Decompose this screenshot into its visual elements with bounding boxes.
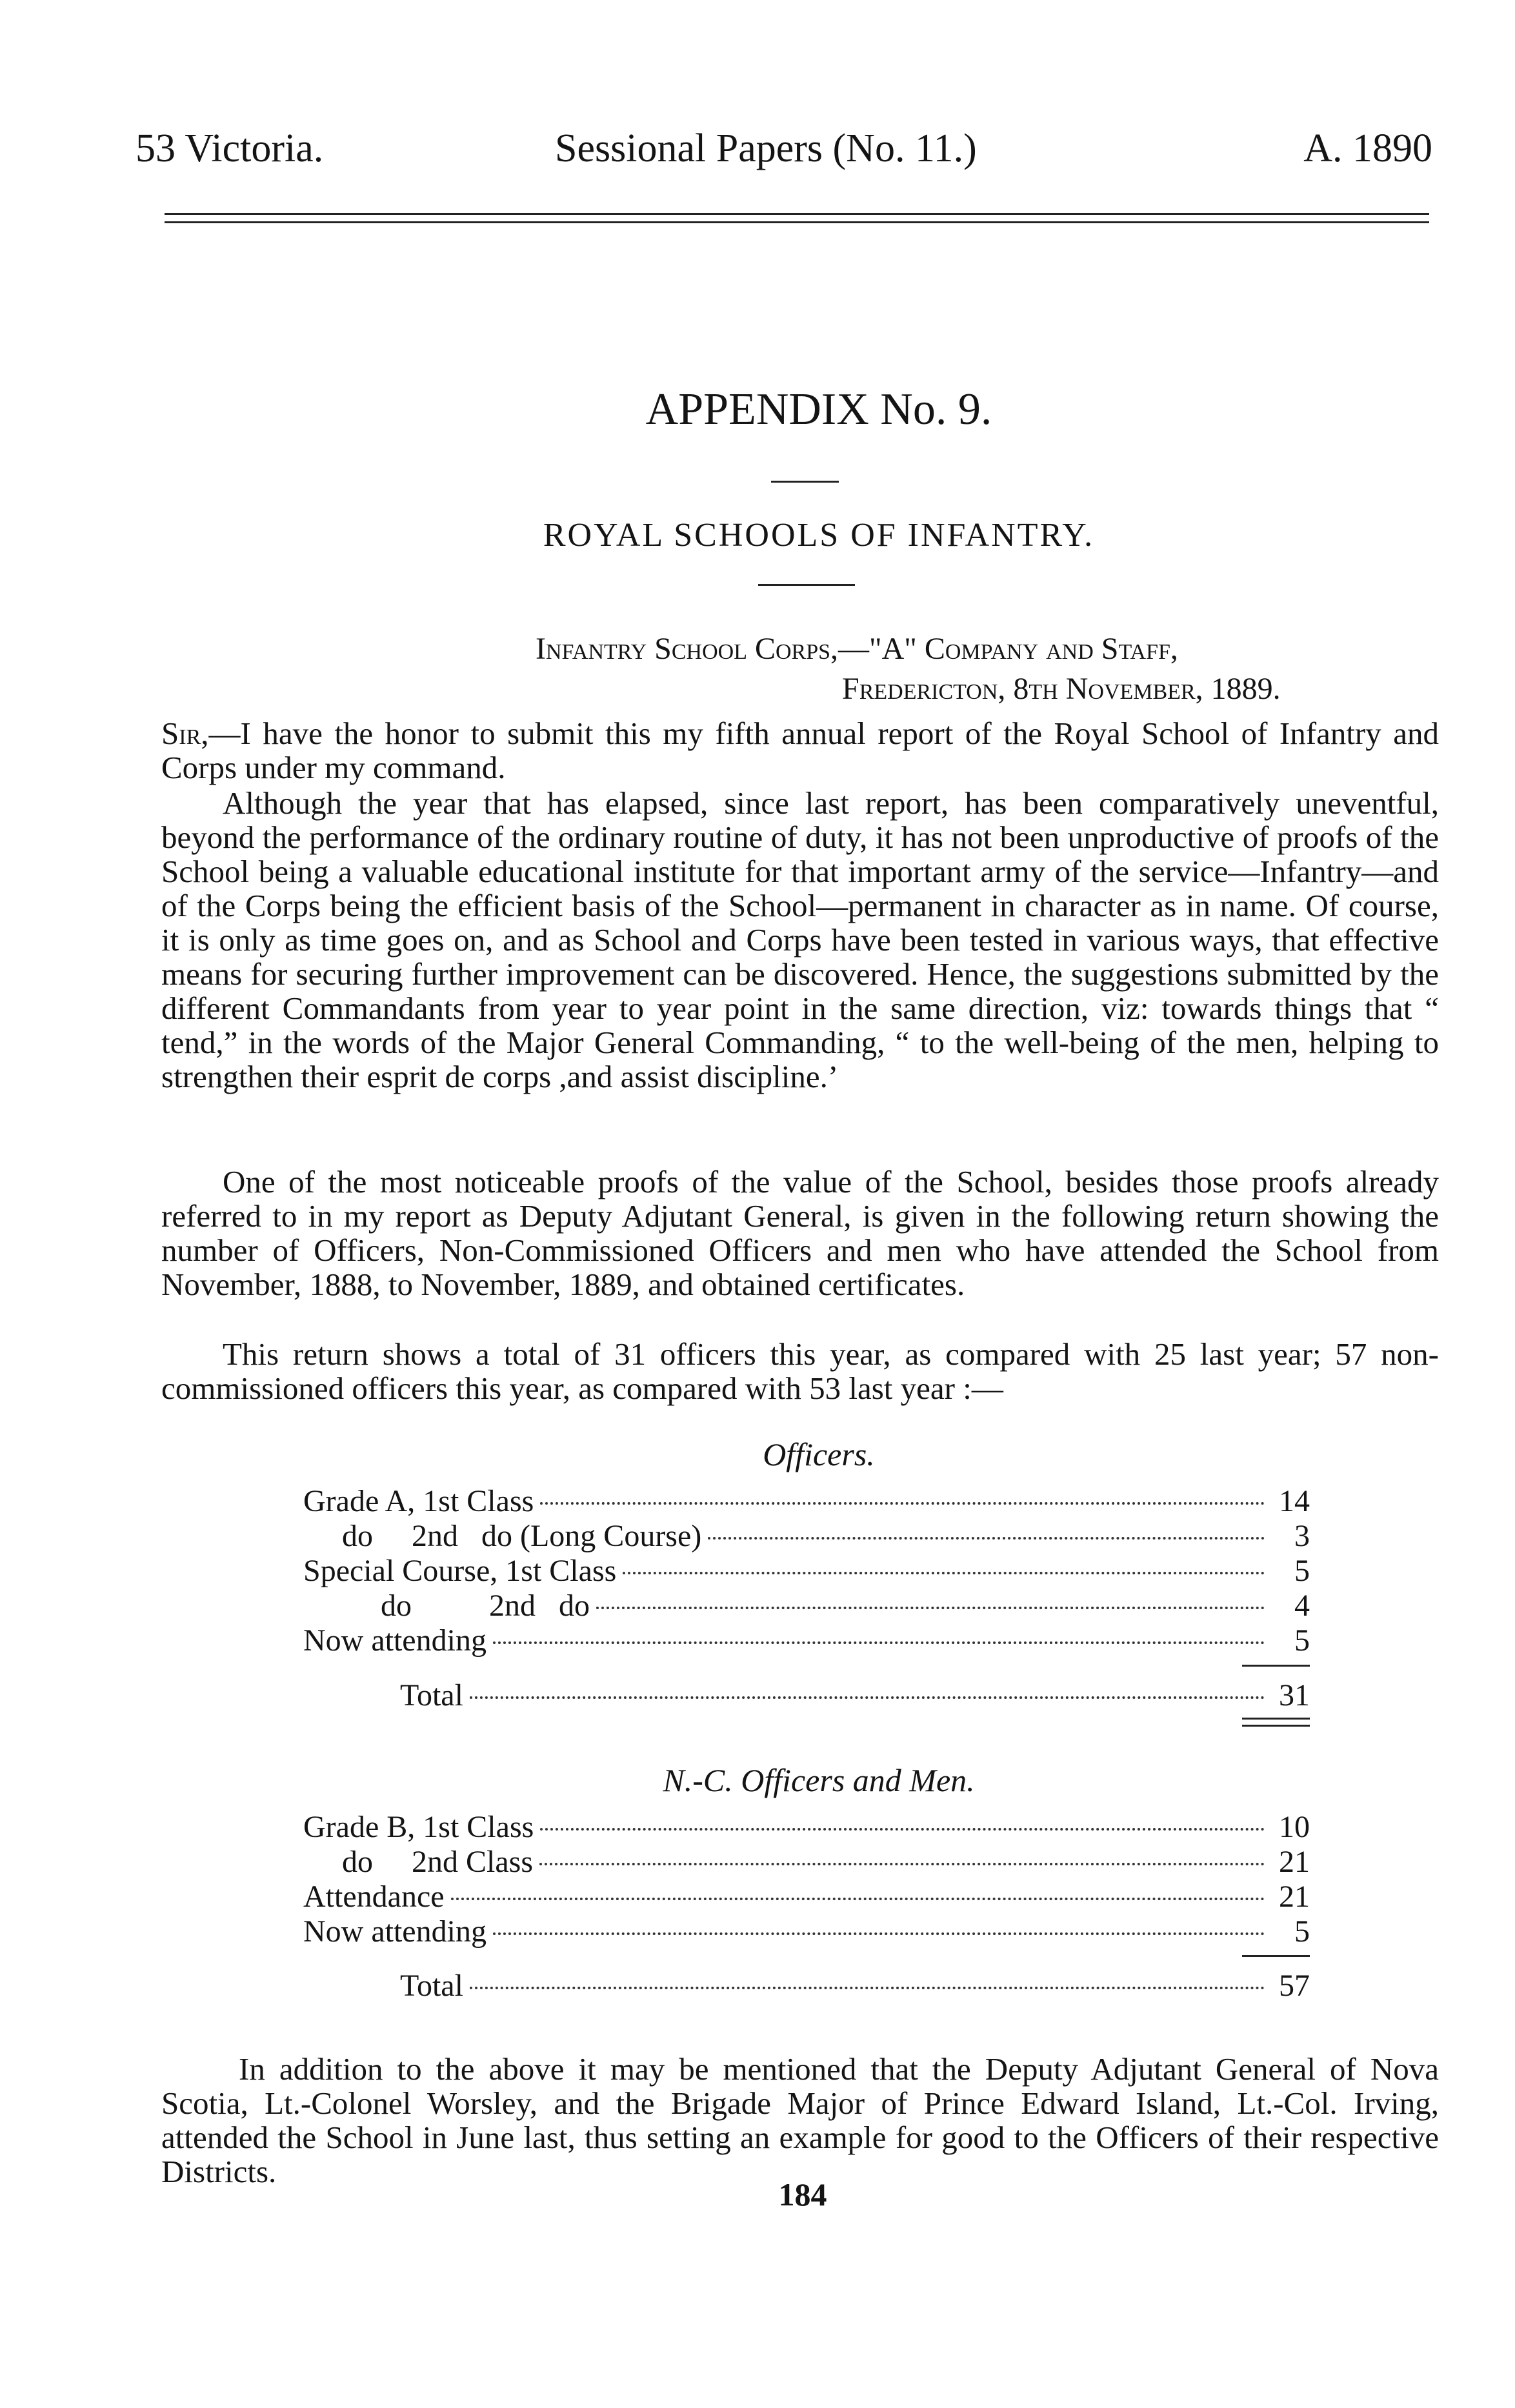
dot-leader [493,1932,1265,1935]
list-item [303,1554,1310,1589]
list-item [303,1589,1310,1623]
dot-leader [470,1987,1265,1989]
header-double-rule [165,213,1429,223]
list-item [303,1623,1310,1658]
officers-heading: Officers. [763,1436,875,1472]
row-label: do 2nd do (Long Course) [303,1519,702,1553]
list-item [303,1845,1310,1880]
total-label: Total [400,1969,463,2003]
row-label: Special Course, 1st Class [303,1554,617,1588]
total-double-rule [1242,1718,1310,1727]
dot-leader [540,1502,1265,1505]
row-value: 5 [1294,1554,1310,1588]
row-value: 14 [1279,1484,1310,1518]
nco-return-list [303,1810,1310,1949]
nco-total [400,1968,1310,2003]
row-label: do 2nd do [303,1589,590,1623]
paragraph-return-intro: One of the most noticeable proofs of the value of the School, besides those proofs already referred to in my report as Deputy Adjutant General, is given in the following return showing the number of Officers, Non-Commissioned Officers and men who have attended the School from November, 1888, to November, 1889, and obtained certificates. [161,1164,1439,1302]
total-value: 31 [1279,1678,1310,1712]
running-head-series: Sessional Papers (No. 11.) [555,126,977,170]
officers-return-list [303,1484,1310,1658]
dot-leader [708,1537,1265,1540]
list-item [303,1810,1310,1845]
list-item [303,1519,1310,1554]
row-label: Grade A, 1st Class [303,1484,534,1518]
row-value: 21 [1279,1880,1310,1914]
row-label: Grade B, 1st Class [303,1810,534,1844]
row-value: 10 [1279,1810,1310,1844]
salutation-text: —I have the honor to submit this my fifth annual report of the Royal School of Infantry and Corps under my command. [161,716,1439,785]
letter-address-line-2: Fredericton, 8th November, 1889. [842,672,1281,706]
row-value: 5 [1294,1623,1310,1658]
officers-total [400,1678,1310,1712]
section-subtitle: ROYAL SCHOOLS OF INFANTRY. [543,517,1095,554]
total-row [400,1968,1310,2003]
row-value: 4 [1294,1589,1310,1623]
subtitle-divider [758,584,855,586]
letter-address-line-1: Infantry School Corps,—"A" Company and Staff, [536,632,1178,666]
appendix-title: APPENDIX No. 9. [645,385,992,434]
row-value: 3 [1294,1519,1310,1553]
dot-leader [623,1572,1265,1574]
row-value: 5 [1294,1914,1310,1949]
dot-leader [470,1696,1265,1699]
page-number: 184 [778,2176,827,2212]
list-item [303,1484,1310,1519]
running-head [135,126,1432,177]
row-label: do 2nd Class [303,1845,534,1879]
salutation: Sir, [161,716,209,751]
sum-rule [1242,1955,1310,1957]
dot-leader [540,1828,1265,1831]
paragraph-salutation [161,716,1439,785]
total-label: Total [400,1678,463,1712]
row-label: Now attending [303,1623,487,1658]
list-item [303,1880,1310,1914]
dot-leader [451,1898,1265,1900]
row-label: Now attending [303,1914,487,1949]
nco-heading: N.-C. Officers and Men. [663,1762,975,1798]
dot-leader [493,1641,1265,1644]
row-label: Attendance [303,1880,445,1914]
paragraph-report-summary: Although the year that has elapsed, since last report, has been comparatively uneventful, beyond the performance of the ordinary routine of duty, it has not been unproductive of proofs of the School being a valuable educational institute for that important army of the service—Infantry—and of the Corps being the efficient basis of the School—permanent in character as in name. Of course, it is only as time goes on, and as School and Corps have been tested in various ways, that effective means for securing further improvement can be discovered. Hence, the suggestions submitted by the different Commandants from year to year point in the same direction, viz: towards things that “ tend,” in the words of the Major General Commanding, “ to the well-being of the men, helping to strengthen their esprit de corps ,and assist discipline.’ [161,785,1439,1094]
total-value: 57 [1279,1969,1310,2003]
title-divider [771,481,839,483]
dot-leader [596,1607,1265,1609]
running-head-year: A. 1890 [1303,126,1432,170]
running-head-session: 53 Victoria. [135,126,324,170]
dot-leader [539,1863,1265,1865]
total-row [400,1678,1310,1712]
paragraph-return-totals: This return shows a total of 31 officers this year, as compared with 25 last year; 57 non-commissioned officers this year, as compared with 53 last year :— [161,1336,1439,1406]
paragraph-closing: In addition to the above it may be mentioned that the Deputy Adjutant General of Nova Scotia, Lt.-Colonel Worsley, and the Brigade Major of Prince Edward Island, Lt.-Col. Irving, attended the School in June last, thus setting an example for good to the Officers of their respective Districts. [161,2051,1439,2189]
list-item [303,1914,1310,1949]
sum-rule [1242,1665,1310,1667]
row-value: 21 [1279,1845,1310,1879]
